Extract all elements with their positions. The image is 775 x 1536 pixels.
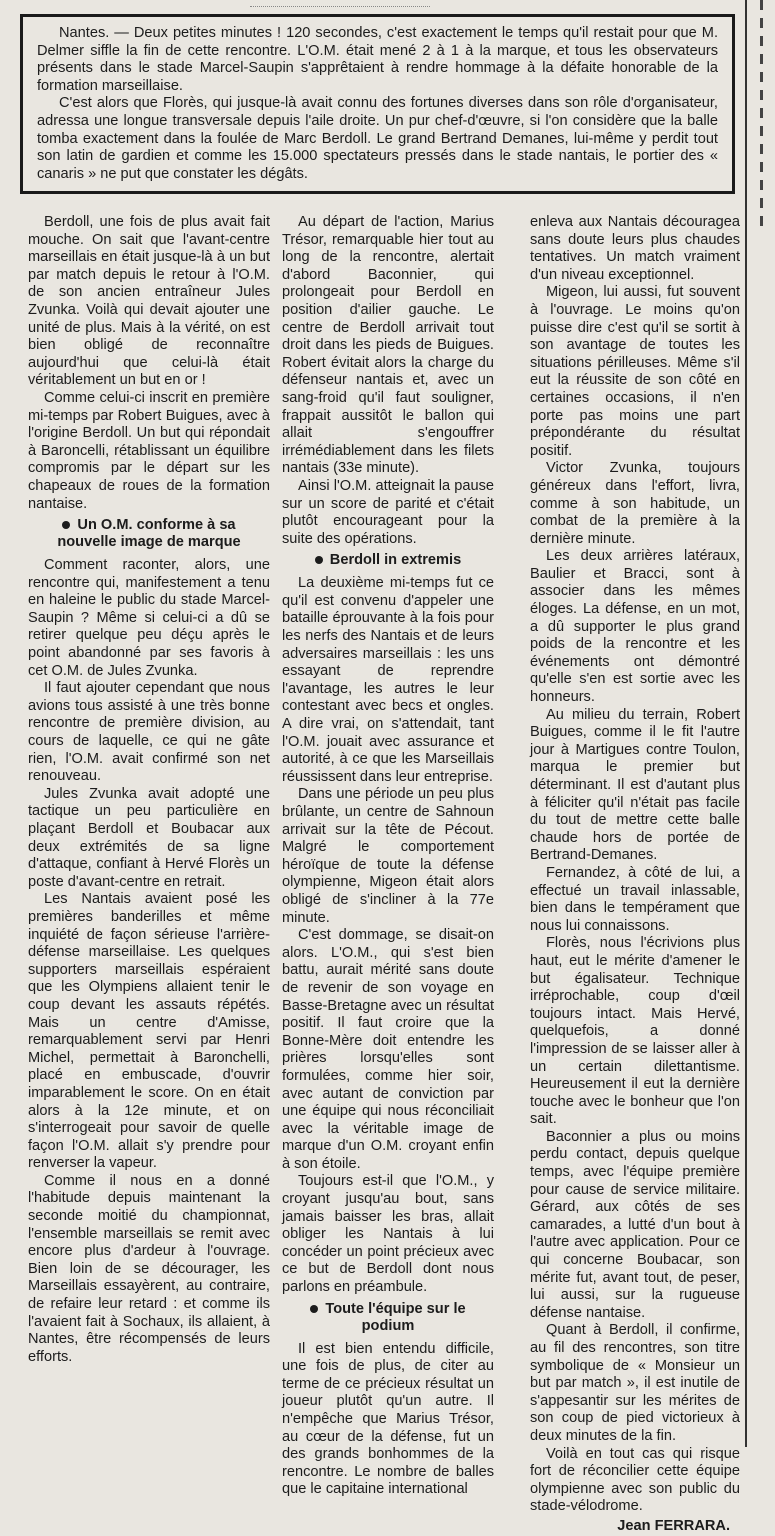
paragraph: Il faut ajouter cependant que nous avions tous assisté à une très bonne rencontre de première division, au cours de laquelle, ce qui ne gâte rien, l'O.M. avait confirmé son net renouveau.: [28, 680, 270, 785]
column-rule: [745, 0, 747, 1447]
paragraph: Les Nantais avaient posé les premières banderilles et même inquiété de façon sérieuse l'arrière-défense marseillaise. Les quelques supporters marseillais espéraient que les Olympiens allaient tenir le coup devant les assauts répétés. Mais un centre d'Amisse, remarquablement servi par Henri Michel, permettait à Baronchelli, placé en embuscade, d'ouvrir imparablement le score. On en était alors à la 12e minute, et on s'interrogeait pour savoir de quelle façon l'O.M. allait s'y prendre pour renverser la vapeur.: [28, 891, 270, 1172]
paragraph: Il est bien entendu difficile, une fois de plus, de citer au terme de ce précieux résultat un joueur plutôt qu'un autre. Il n'empêche que Marius Trésor, au cœur de la défense, fut un des grands bonhommes de la rencontre. Le nombre de balles que le capitaine international: [282, 1340, 494, 1498]
author-signature: Jean FERRARA.: [617, 1517, 730, 1534]
paragraph: Comment raconter, alors, une rencontre qui, manifestement a tenu en haleine le public du stade Marcel-Saupin ? Même si celui-ci a dû se retirer quelque peu déçu après le point abandonné par ses favoris à cet O.M. de Jules Zvunka.: [28, 557, 270, 679]
article-column-1: [28, 214, 270, 1366]
paragraph: Berdoll, une fois de plus avait fait mouche. On sait que l'avant-centre marseillais en était jusque-là à un but par match depuis le retour à l'O.M. de son ancien entraîneur Jules Zvunka. Voilà qui devait ajouter une unité de plus. Mais à la vérité, on est bien obligé de reconnaître aujourd'hui que celui-là était véritablement un but en or !: [28, 214, 270, 389]
paragraph: Les deux arrières latéraux, Baulier et Bracci, sont à associer dans les mêmes éloges. La défense, en un mot, a dû supporter le plus grand poids de la rencontre et les événements ont démontré qu'elle s'en est sortie avec les honneurs.: [530, 548, 740, 706]
intro-paragraph: C'est alors que Florès, qui jusque-là avait connu des fortunes diverses dans son rôle d'organisateur, adressa une longue transversale depuis l'aile droite. Un pur chef-d'œuvre, si l'on considère que la balle tomba exactement dans la foulée de Marc Berdoll. Le grand Bertrand Demanes, lui-même y perdit tout son latin de gardien et comme les 15.000 spectateurs pressés dans le stade nantais, le portier des « canaris » ne put que constater les dégâts.: [37, 95, 718, 182]
cut-line: [760, 0, 763, 230]
subheading: Un O.M. conforme à sa nouvelle image de marque: [57, 517, 241, 551]
bullet-icon: [310, 1305, 318, 1313]
clipping-edge: [250, 0, 430, 7]
paragraph: Victor Zvunka, toujours généreux dans l'effort, livra, comme à son habitude, un combat de la première à la dernière minute.: [530, 460, 740, 547]
paragraph: Jules Zvunka avait adopté une tactique un peu particulière en plaçant Berdoll et Boubacar aux deux extrémités de sa ligne d'attaque, confiant à Hervé Florès un poste d'avant-centre en retrait.: [28, 785, 270, 890]
paragraph: Migeon, lui aussi, fut souvent à l'ouvrage. Le moins qu'on puisse dire c'est qu'il se sortit à son avantage de toutes les situations périlleuses. Même s'il eut la réussite de son côté en certaines occasions, il n'en porte pas moins une part prépondérante du résultat positif.: [530, 284, 740, 459]
paragraph: Dans une période un peu plus brûlante, un centre de Sahnoun arrivait sur la tête de Pécout. Malgré le comportement héroïque de toute la défense olympienne, Migeon était alors obligé de s'incliner à la 77e minute.: [282, 786, 494, 926]
intro-paragraph: Nantes. — Deux petites minutes ! 120 secondes, c'est exactement le temps qu'il restait pour que M. Delmer siffle la fin de cette rencontre. L'O.M. était mené 2 à 1 à la marque, et tous les observateurs présents dans le stade Marcel-Saupin s'apprêtaient à rendre hommage à la défaite honorable de la formation marseillaise.: [37, 25, 718, 94]
subheading: Toute l'équipe sur le podium: [282, 1301, 494, 1335]
paragraph: enleva aux Nantais découragea sans doute leurs plus chaudes tentatives. Un match vraiment d'un niveau exceptionnel.: [530, 214, 740, 283]
paragraph: Fernandez, à côté de lui, a effectué un travail inlassable, bien dans le tempérament que nous lui connaissons.: [530, 864, 740, 934]
paragraph: Comme il nous en a donné l'habitude depuis maintenant la seconde moitié du championnat, l'ensemble marseillais se remit avec encore plus d'ardeur à l'ouvrage. Bien loin de se décourager, les Marseillais essayèrent, au contraire, de refaire leur retard : et comme ils l'avaient fait à Sochaux, ils allaient, à Nantes, être récompensés de leurs efforts.: [28, 1172, 270, 1365]
paragraph: La deuxième mi-temps fut ce qu'il est convenu d'appeler une bataille éprouvante à la fois pour les nerfs des Nantais et de leurs adversaires marseillais : les uns essayant de reprendre l'avantage, les autres le leur contestant avec becs et ongles. A dire vrai, on s'attendait, tant l'O.M. jouait avec assurance et autorité, à ce que les Marseillais réussissent dans leur entreprise.: [282, 575, 494, 785]
paragraph: Toujours est-il que l'O.M., y croyant jusqu'au bout, sans jamais baisser les bras, allait obliger les Nantais à lui concéder un point précieux avec ce but de Berdoll dont nous parlons en préambule.: [282, 1173, 494, 1296]
paragraph: C'est dommage, se disait-on alors. L'O.M., qui s'est bien battu, aurait mérité sans doute de revenir de son voyage en Basse-Bretagne avec un résultat positif. Il faut croire que la Bonne-Mère doit entendre les prières lorsqu'elles sont formulées, comme hier soir, avec autant de conviction par une équipe qui nous réconciliait avec la véritable image de marque d'un O.M. croyant enfin à son étoile.: [282, 927, 494, 1172]
paragraph: Au départ de l'action, Marius Trésor, remarquable hier tout au long de la rencontre, alertait d'abord Baconnier, qui prolongeait pour Berdoll en position d'ailier gauche. Le centre de Berdoll arrivait tout droit dans les pieds de Buigues. Robert évitait alors la charge du défenseur nantais et, avec un sang-froid qu'il faut souligner, frappait aussitôt le ballon qui allait s'engouffrer irrémédiablement dans les filets nantais (33e minute).: [282, 214, 494, 477]
article-column-3: [530, 214, 740, 1536]
paragraph: Au milieu du terrain, Robert Buigues, comme il le fit l'autre jour à Martigues contre Toulon, marqua le premier but déterminant. Il est d'autant plus à féliciter qu'il n'était pas facile du tout de mettre cette balle chaude hors de portée de Bertrand-Demanes.: [530, 706, 740, 864]
bullet-icon: [315, 556, 323, 564]
paragraph: Baconnier a plus ou moins perdu contact, depuis quelque temps, avec l'équipe première pour cause de service militaire. Gérard, aux côtés de ses camarades, a lutté d'un bout à l'autre avec application. Pour ce qui concerne Boubacar, son mérite fut, avant tout, de peser, lui aussi, sur la rugueuse défense nantaise.: [530, 1128, 740, 1321]
subheading: Berdoll in extremis: [282, 552, 494, 569]
paragraph: Florès, nous l'écrivions plus haut, eut le mérite d'amener le but égalisateur. Technique irréprochable, coup d'œil toujours intact. Mais Hervé, quelquefois, a donné l'impression de se laisser aller à un certain dilettantisme. Heureusement il eut la dernière touche avec le bonheur que l'on sait.: [530, 935, 740, 1128]
article-column-2: [282, 214, 494, 1499]
paragraph: Voilà en tout cas qui risque fort de réconcilier cette équipe olympienne avec son public du stade-vélodrome.: [530, 1445, 740, 1515]
paragraph: Quant à Berdoll, il confirme, au fil des rencontres, son titre symbolique de « Monsieur un but par match », il est inutile de s'appesantir sur les mérites de son coup de pied victorieux à deux minutes de la fin.: [530, 1322, 740, 1444]
intro-box: [20, 14, 735, 194]
paragraph: Ainsi l'O.M. atteignait la pause sur un score de parité et c'était plutôt encourageant pour la suite des opérations.: [282, 477, 494, 547]
bullet-icon: [62, 521, 70, 529]
paragraph: Comme celui-ci inscrit en première mi-temps par Robert Buigues, avec à l'origine Berdoll. Un but qui répondait à Baroncelli, rétablissant un équilibre compromis par le départ sur les chapeaux de roues de la formation nantaise.: [28, 389, 270, 512]
